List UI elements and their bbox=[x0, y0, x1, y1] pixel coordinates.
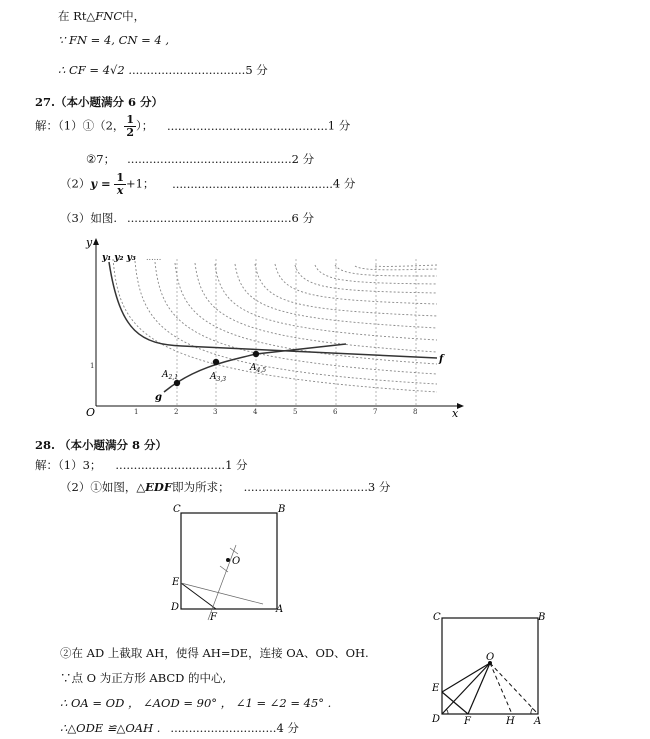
x-tick-4: 4 bbox=[253, 408, 258, 416]
x-axis-label: x bbox=[452, 407, 459, 420]
q27-answer-4: （3）如图. .............................................6 分 bbox=[60, 211, 314, 225]
label-o: O bbox=[232, 556, 241, 567]
label-a: A bbox=[276, 604, 284, 615]
dashed-curve-family bbox=[113, 259, 437, 406]
x-tick-2: 2 bbox=[174, 408, 179, 416]
y-tick-1: 1 bbox=[90, 362, 95, 370]
curve-f bbox=[109, 262, 437, 358]
function-graph bbox=[82, 234, 468, 420]
point-a21-label: $A_{2,1}$ bbox=[162, 370, 179, 381]
q28-answer-1: 解：（1）3； ..............................1 分 bbox=[35, 458, 248, 472]
label-b: B bbox=[278, 504, 286, 515]
figure-square-triangles bbox=[428, 608, 550, 730]
figure-square-construction bbox=[168, 500, 288, 622]
curve-g-label: g bbox=[155, 392, 162, 403]
q27-heading: 27.（本小题满分 6 分） bbox=[35, 95, 164, 109]
origin-label: O bbox=[86, 406, 96, 419]
construction-line-1 bbox=[181, 583, 263, 604]
point-a45-label: $A_{4,5}$ bbox=[250, 363, 267, 374]
q28-answer-2: （2）①如图，△EDF即为所求； ..................................3 分 bbox=[60, 480, 391, 494]
label-f-2: F bbox=[464, 716, 471, 727]
x-tick-6: 6 bbox=[333, 408, 338, 416]
label-d: D bbox=[171, 602, 180, 613]
q28-step-3: ∴ OA = OD ， ∠AOD = 90° ， ∠1 = ∠2 = 45° . bbox=[60, 696, 332, 710]
x-tick-1: 1 bbox=[134, 408, 139, 416]
q28-step-4: ∴△ODE ≌△OAH . .............................4 分 bbox=[60, 721, 299, 735]
label-d-2: D bbox=[432, 714, 441, 725]
point-a33 bbox=[213, 359, 219, 365]
q28-step-2: ∵点 O 为正方形 ABCD 的中心, bbox=[60, 671, 227, 685]
label-a-2: A bbox=[534, 716, 542, 727]
label-e: E bbox=[172, 577, 180, 588]
label-e-2: E bbox=[432, 683, 440, 694]
point-a45 bbox=[253, 351, 259, 357]
q28-heading: 28. （本小题满分 8 分） bbox=[35, 438, 168, 452]
label-c-2: C bbox=[433, 612, 441, 623]
label-b-2: B bbox=[538, 612, 546, 623]
legend-dots: ...... bbox=[146, 253, 162, 262]
label-h-2: H bbox=[506, 716, 515, 727]
x-tick-7: 7 bbox=[373, 408, 378, 416]
line-rt-fnc: 在 Rt△FNC中， bbox=[58, 9, 146, 23]
segment-ef bbox=[181, 583, 216, 609]
label-f: F bbox=[210, 612, 217, 622]
label-c: C bbox=[173, 504, 181, 515]
q27-answer-1: 解：（1）①（2， $\frac{1}{2}$ ）； ............................................1 分 bbox=[35, 113, 351, 139]
x-tick-8: 8 bbox=[413, 408, 418, 416]
line-fn-cn: ∵ FN = 4, CN = 4 , bbox=[58, 33, 170, 47]
square-abcd-2 bbox=[442, 618, 538, 714]
point-a33-label: $A_{3,3}$ bbox=[210, 372, 227, 383]
q27-answer-3: （2）y = $\frac{1}{x}$ +1； ............................................4 分 bbox=[60, 171, 356, 197]
line-cf: ∴ CF = 4√2 ................................5 分 bbox=[58, 63, 268, 77]
q27-answer-2: ②7； .............................................2 分 bbox=[86, 152, 315, 166]
x-tick-5: 5 bbox=[293, 408, 298, 416]
legend-label: y₁ y₂ y₃ bbox=[102, 253, 136, 263]
y-axis-label: y bbox=[86, 236, 93, 249]
x-tick-3: 3 bbox=[213, 408, 218, 416]
curve-f-label: f bbox=[439, 354, 444, 365]
q28-step-1: ②在 AD 上截取 AH，使得 AH=DE，连接 OA、OD、OH. bbox=[60, 646, 369, 660]
point-o bbox=[226, 558, 230, 562]
x-tick-labels bbox=[134, 408, 417, 416]
label-o-2: O bbox=[486, 652, 495, 663]
